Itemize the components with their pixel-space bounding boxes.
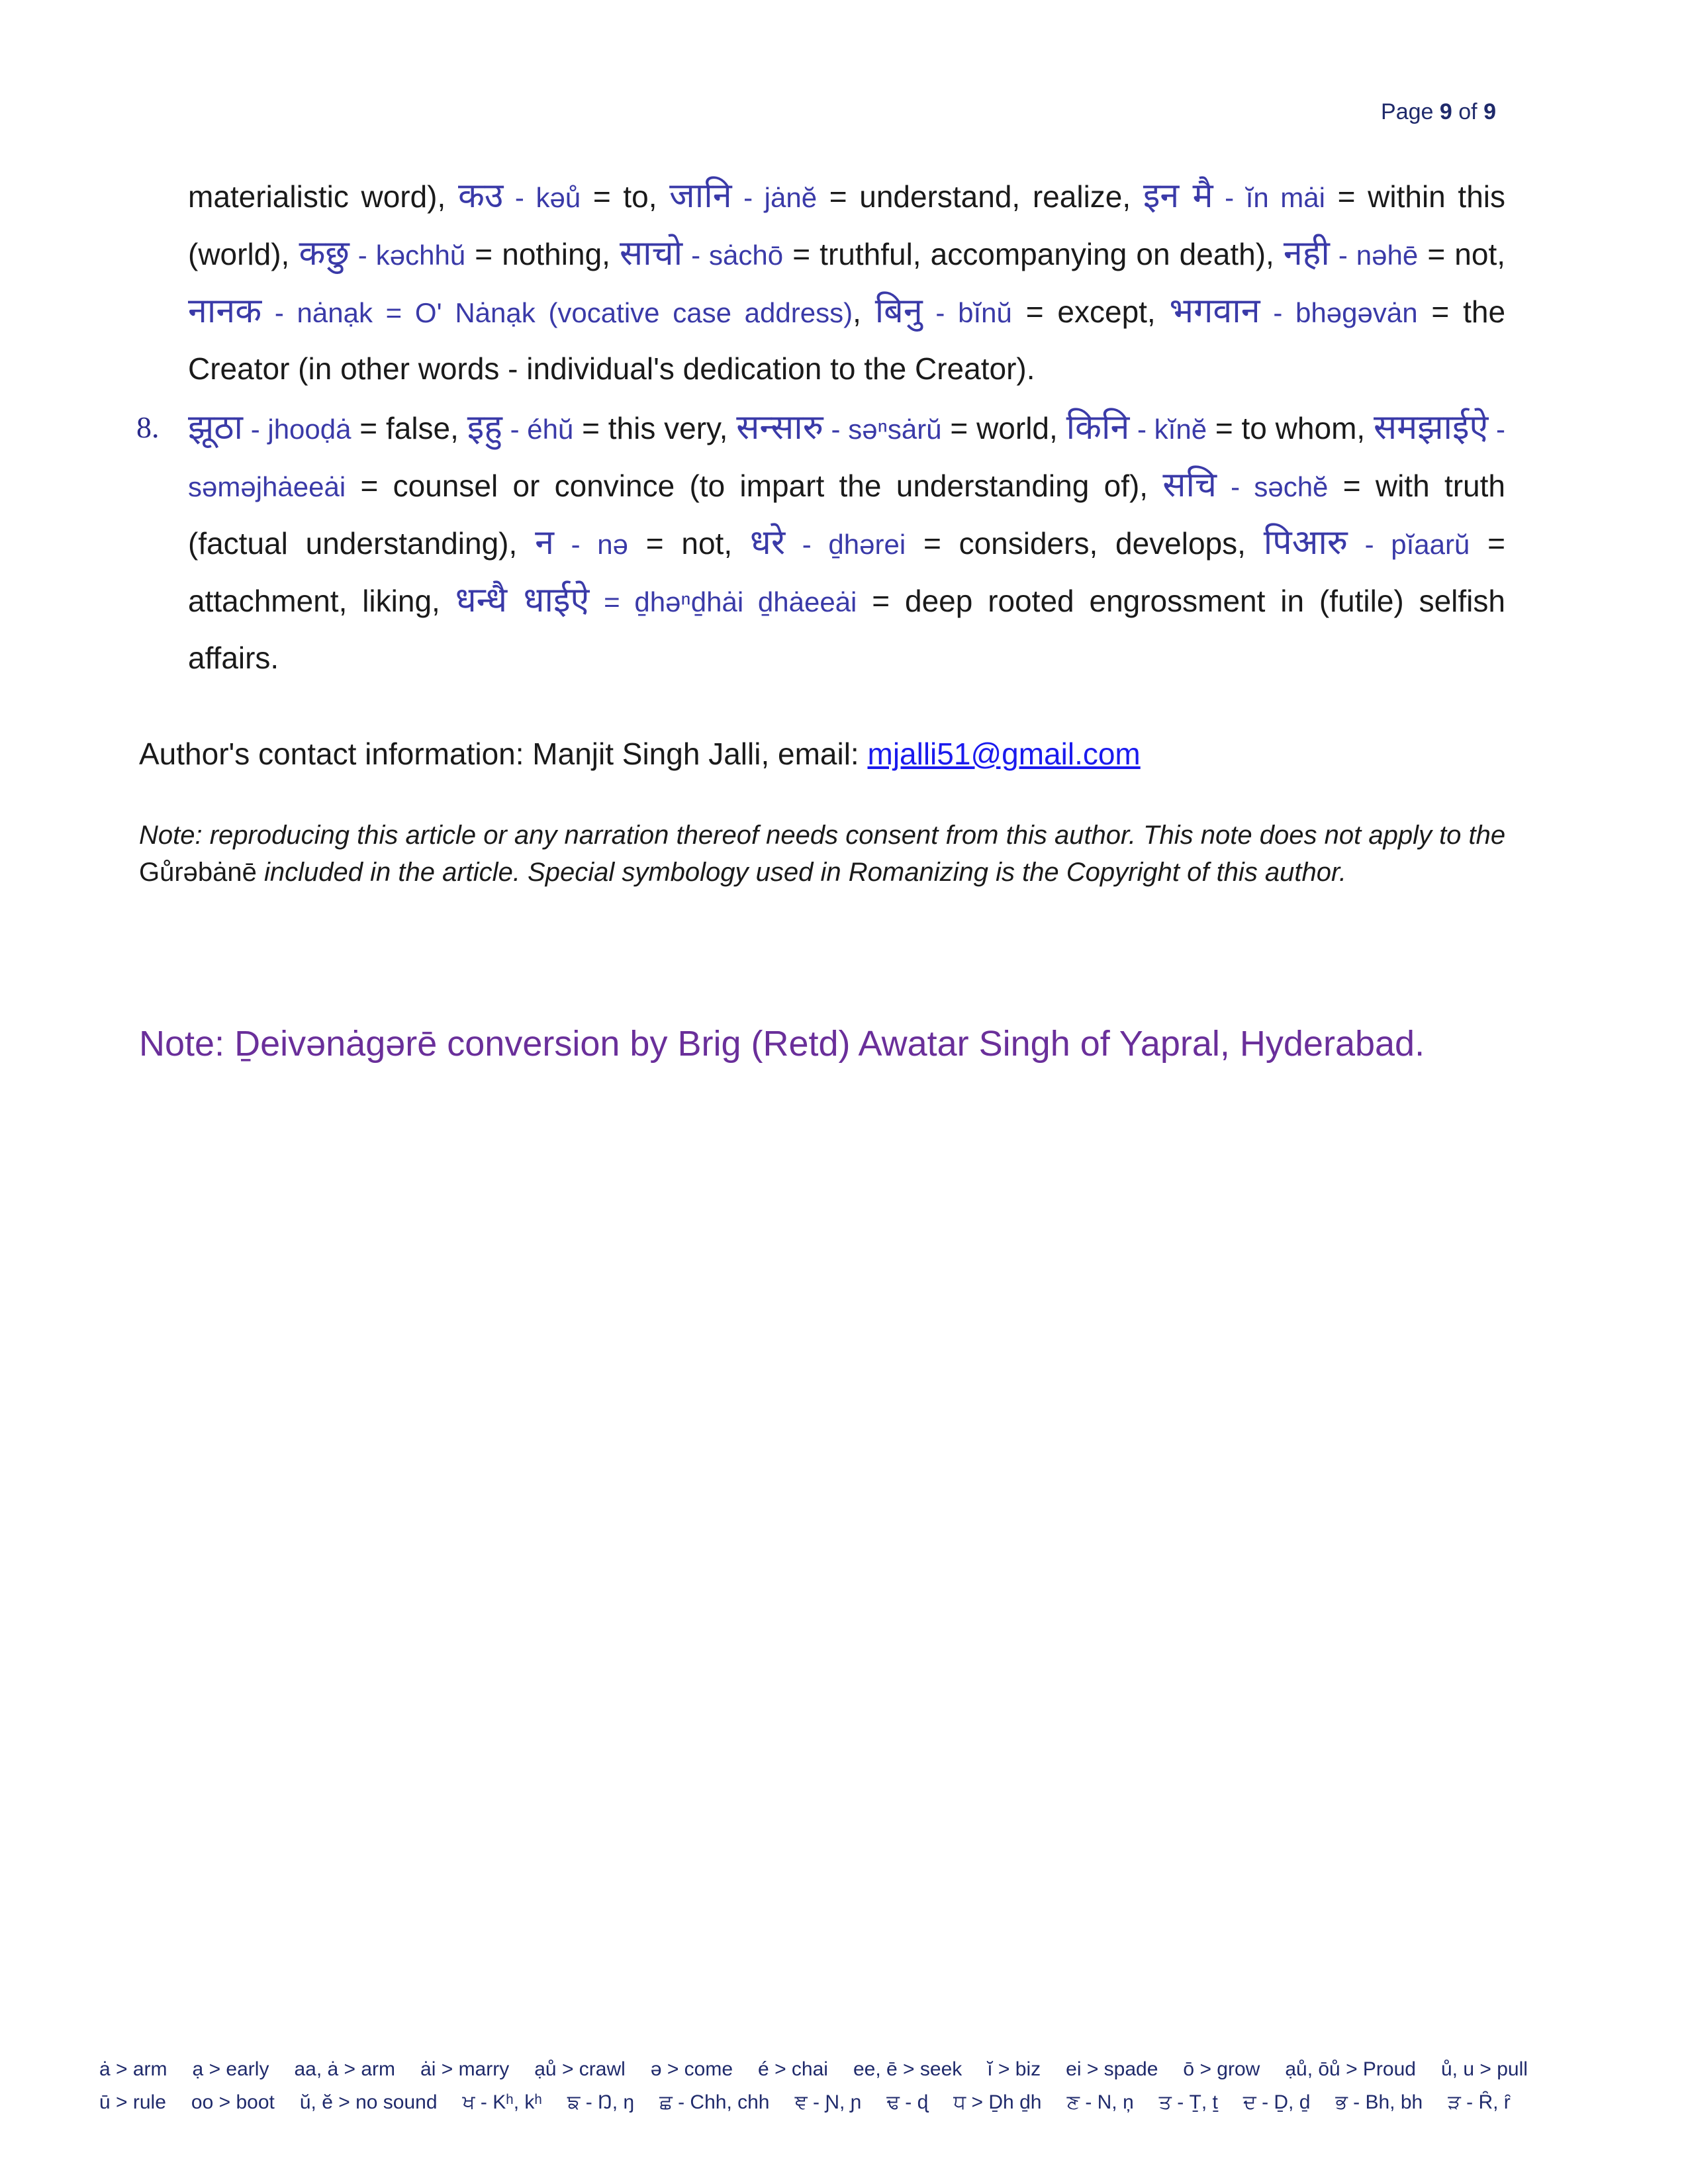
legend-row-1	[99, 2053, 1622, 2086]
legend-row-2	[99, 2086, 1622, 2119]
devanagari-word: कछु	[299, 234, 350, 273]
romanized-word: = ḏhəⁿḏhȧi ḏhȧeeȧi	[589, 586, 857, 617]
romanized-word: - kəů	[503, 182, 581, 213]
meaning-text: = nothing,	[465, 237, 620, 271]
devanagari-word: साचो	[620, 234, 683, 273]
legend-entry: ਤ - Ṯ, ṯ	[1158, 2091, 1218, 2113]
legend-entry: é > chai	[758, 2058, 828, 2080]
devanagari-word: जानि	[669, 177, 732, 215]
meaning-text: = this very,	[573, 411, 737, 445]
meaning-text: materialistic word),	[188, 179, 458, 214]
meaning-text: = within this (world),	[188, 179, 1506, 271]
devanagari-word: इहु	[467, 408, 502, 447]
romanized-word: - pĭaarŭ	[1347, 529, 1470, 560]
legend-entry: ee, ē > seek	[853, 2058, 962, 2080]
romanized-word: - nȧnạk = O' Nȧnạk (vocative case address)	[261, 297, 853, 328]
legend-entry: ਞ - Ɲ, ɲ	[794, 2091, 862, 2113]
legend-entry: ੜ - Ȓ, ȓ	[1448, 2091, 1511, 2113]
author-contact: Author's contact information: Manjit Singh Jalli, email: mjalli51@gmail.com	[139, 737, 1141, 771]
legend-entry: ਛ - Chh, chh	[659, 2091, 770, 2113]
meaning-text: = except,	[1011, 295, 1170, 329]
email-link[interactable]: mjalli51@gmail.com	[867, 737, 1141, 771]
devanagari-word: किनि	[1066, 408, 1130, 447]
legend-entry: ə > come	[650, 2058, 733, 2080]
romanized-word: - sȧchō	[682, 240, 784, 271]
devanagari-word: झूठा	[188, 408, 243, 447]
meaning-text: = the Creator (in other words - individual's dedication to the Creator).	[188, 295, 1506, 386]
devanagari-word: नानक	[188, 292, 262, 330]
legend-entry: ạů, ōů > Proud	[1285, 2058, 1416, 2080]
glossary-paragraph-continued	[188, 168, 1505, 396]
glossary-item-8	[136, 400, 1505, 686]
meaning-text: = understand, realize,	[817, 179, 1143, 214]
legend-entry: ਢ - ɖ	[886, 2091, 929, 2113]
legend-entry: aa, ȧ > arm	[294, 2058, 396, 2080]
romanized-word: - kĭnĕ	[1129, 414, 1207, 445]
devanagari-word: सचि	[1162, 466, 1217, 504]
devanagari-word: न	[535, 523, 554, 562]
meaning-text: = to whom,	[1207, 411, 1374, 445]
legend-entry: ů, u > pull	[1440, 2058, 1528, 2080]
romanized-word: - nəhē	[1329, 240, 1419, 271]
devanagari-word: इन मै	[1143, 177, 1213, 215]
devanagari-word: नही	[1283, 234, 1330, 273]
meaning-text: = false,	[351, 411, 467, 445]
legend-entry: ạ > early	[192, 2058, 269, 2080]
legend-entry: ȧ > arm	[99, 2058, 167, 2080]
meaning-text: = considers, develops,	[906, 526, 1264, 561]
devanagari-word: भगवान	[1169, 292, 1260, 330]
legend-entry: ਭ - Bh, bh	[1335, 2091, 1423, 2113]
meaning-text: ,	[853, 295, 875, 329]
meaning-text: = counsel or convince (to impart the understanding of),	[346, 469, 1163, 503]
legend-entry: ȧi > marry	[420, 2058, 510, 2080]
romanized-word: - səməjhȧeeȧi	[188, 414, 1505, 502]
legend-entry: ei > spade	[1066, 2058, 1158, 2080]
romanized-word: - kəchhŭ	[349, 240, 466, 271]
meaning-text: = world,	[941, 411, 1066, 445]
romanized-word: - jȧnĕ	[731, 182, 818, 213]
meaning-text: = attachment, liking,	[188, 526, 1505, 618]
legend-entry: ਙ - Ŋ, ŋ	[567, 2091, 635, 2113]
devanagari-word: धरे	[749, 523, 786, 562]
devanagari-word: कउ	[457, 177, 504, 215]
copyright-note: Note: reproducing this article or any narration thereof needs consent from this author. This note does not apply to the Gůrəbȧnē included in the article. Special symbology used in Romanizing is the Copyright of this author.	[139, 821, 1506, 887]
romanized-word: - ĭn mȧi	[1213, 182, 1325, 213]
meaning-text: = truthful, accompanying on death),	[783, 237, 1284, 271]
romanized-word: - éhŭ	[502, 414, 574, 445]
romanized-word: - səⁿsȧrŭ	[823, 414, 942, 445]
devanagari-word: सन्सारु	[736, 408, 823, 447]
romanized-word: - ḏhərei	[785, 529, 906, 560]
devanagari-word: समझाईऐ	[1373, 408, 1489, 447]
legend-entry: ạů > crawl	[534, 2058, 626, 2080]
meaning-text: = not,	[1418, 237, 1506, 271]
legend-entry: ō > grow	[1183, 2058, 1260, 2080]
legend-entry: ਧ > Ḏh ḏh	[953, 2091, 1042, 2113]
item-number: 8.	[136, 410, 160, 444]
meaning-text: = to,	[581, 179, 670, 214]
devanagari-word: पिआरु	[1263, 523, 1348, 562]
meaning-text: = deep rooted engrossment in (futile) selfish affairs.	[188, 584, 1505, 675]
romanization-legend	[99, 2053, 1622, 2119]
romanized-word: - bhəgəvȧn	[1260, 297, 1418, 328]
legend-entry: ਖ - Kʰ, kʰ	[462, 2091, 542, 2113]
legend-entry: ਣ - N, ņ	[1066, 2091, 1134, 2113]
romanized-word: - nə	[553, 529, 628, 560]
conversion-note: Note: Ḏeivənȧgərē conversion by Brig (Retd) Awatar Singh of Yapral, Hyderabad.	[139, 1024, 1425, 1064]
romanized-word: - səchĕ	[1217, 471, 1329, 502]
devanagari-word: बिनु	[874, 292, 923, 330]
page-number: Page 9 of 9	[1381, 99, 1496, 124]
legend-entry: ū > rule	[99, 2091, 166, 2113]
romanized-word: - jhooḍȧ	[243, 414, 352, 445]
legend-entry: oo > boot	[191, 2091, 275, 2113]
romanized-word: - bĭnŭ	[922, 297, 1012, 328]
legend-entry: ਦ - Ḏ, ḏ	[1243, 2091, 1311, 2113]
meaning-text: = not,	[628, 526, 750, 561]
devanagari-word: धन्धै धाईऐ	[455, 581, 590, 619]
legend-entry: ŭ, ĕ > no sound	[299, 2091, 438, 2113]
legend-entry: ĭ > biz	[987, 2058, 1041, 2080]
glossary-item-8-text	[188, 400, 1505, 686]
meaning-text: = with truth (factual understanding),	[188, 469, 1505, 561]
